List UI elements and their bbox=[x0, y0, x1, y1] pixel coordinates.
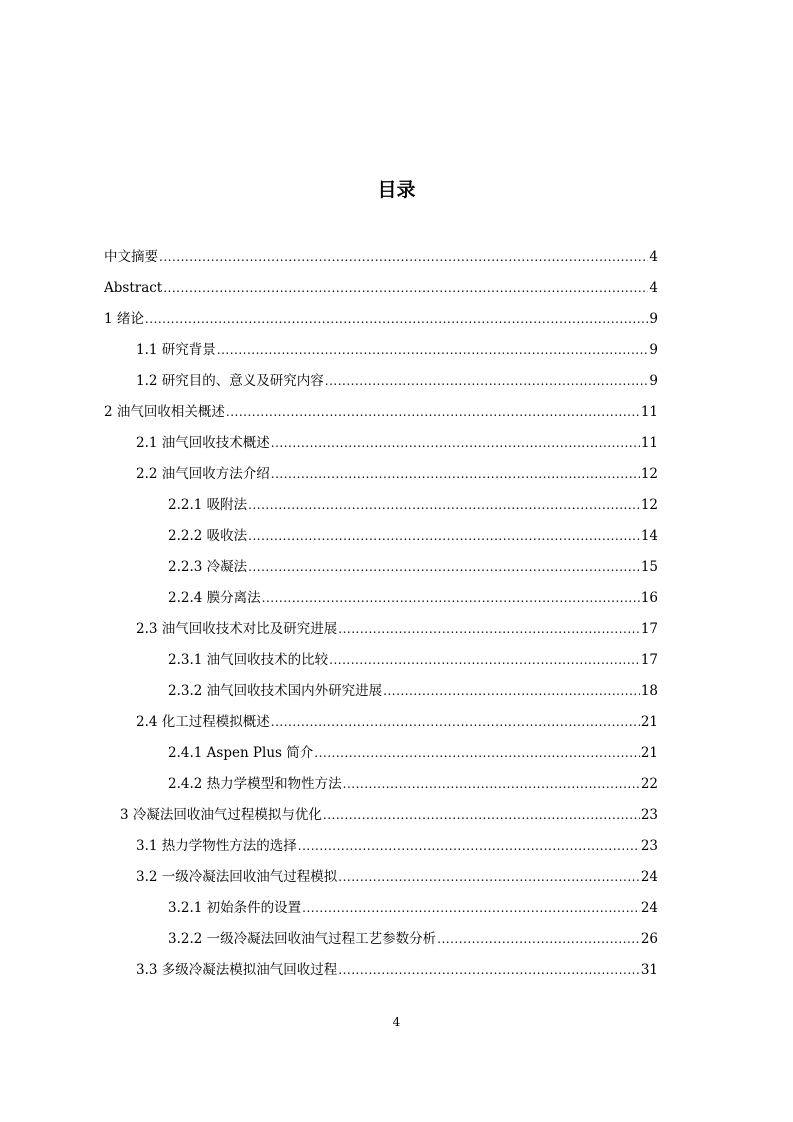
toc-entry-text: 中文摘要 bbox=[104, 249, 158, 265]
toc-entry-page: 9 bbox=[649, 342, 658, 358]
toc-entry[interactable] bbox=[168, 773, 658, 795]
toc-entry-text: 2.4.2 热力学模型和物性方法 bbox=[168, 776, 342, 792]
toc-entry-page: 12 bbox=[640, 466, 658, 482]
toc-entry-text: 3.2 一级冷凝法回收油气过程模拟 bbox=[136, 869, 338, 885]
toc-entry-page: 16 bbox=[640, 590, 658, 606]
toc-entry[interactable] bbox=[168, 556, 658, 578]
toc-entry-text: 2.1 油气回收技术概述 bbox=[136, 435, 270, 451]
toc-entry[interactable] bbox=[104, 246, 658, 268]
toc-entry[interactable] bbox=[136, 463, 658, 485]
toc-entry[interactable] bbox=[168, 494, 658, 516]
toc-entry-page: 31 bbox=[640, 962, 658, 978]
toc-leader-dots bbox=[226, 401, 640, 423]
toc-entry-page: 24 bbox=[640, 900, 658, 916]
toc-entry-text: 2.2.4 膜分离法 bbox=[168, 590, 261, 606]
toc-leader-dots bbox=[325, 370, 649, 392]
toc-leader-dots bbox=[248, 525, 640, 547]
toc-entry[interactable] bbox=[136, 959, 658, 981]
toc-entry-text: 2.4.1 Aspen Plus 简介 bbox=[168, 745, 314, 761]
toc-leader-dots bbox=[329, 649, 640, 671]
toc-leader-dots bbox=[271, 432, 640, 454]
toc-entry[interactable] bbox=[136, 339, 658, 361]
toc-leader-dots bbox=[338, 618, 640, 640]
toc-leader-dots bbox=[248, 494, 640, 516]
toc-entry-page: 21 bbox=[640, 714, 658, 730]
toc-title: 目录 bbox=[377, 179, 416, 201]
toc-leader-dots bbox=[271, 463, 640, 485]
toc-entry-page: 4 bbox=[649, 280, 658, 296]
toc-entry-page: 9 bbox=[649, 311, 658, 327]
toc-leader-dots bbox=[145, 308, 649, 330]
toc-entry-page: 24 bbox=[640, 869, 658, 885]
toc-entry-text: 3.2.1 初始条件的设置 bbox=[168, 900, 302, 916]
toc-leader-dots bbox=[262, 587, 640, 609]
toc-leader-dots bbox=[383, 680, 640, 702]
toc-entry-text: 2.4 化工过程模拟概述 bbox=[136, 714, 270, 730]
toc-entry-page: 22 bbox=[640, 776, 658, 792]
toc-entry[interactable] bbox=[168, 742, 658, 764]
toc-entry-text: 3.1 热力学物性方法的选择 bbox=[136, 838, 297, 854]
toc-entry[interactable] bbox=[136, 866, 658, 888]
toc-entry-text: 2.2.3 冷凝法 bbox=[168, 559, 248, 575]
toc-entry-text: 3.3 多级冷凝法模拟油气回收过程 bbox=[136, 962, 338, 978]
toc-entry-text: 2.2 油气回收方法介绍 bbox=[136, 466, 270, 482]
toc-entry-page: 23 bbox=[640, 807, 658, 823]
toc-entry-page: 17 bbox=[640, 621, 658, 637]
toc-entry[interactable] bbox=[136, 618, 658, 640]
toc-entry[interactable] bbox=[168, 587, 658, 609]
toc-entry[interactable] bbox=[136, 432, 658, 454]
toc-leader-dots bbox=[302, 897, 640, 919]
toc-entry-text: 2 油气回收相关概述 bbox=[104, 404, 225, 420]
toc-entry-page: 14 bbox=[640, 528, 658, 544]
toc-entry[interactable] bbox=[120, 804, 658, 826]
toc-entry[interactable] bbox=[168, 649, 658, 671]
toc-leader-dots bbox=[163, 277, 648, 299]
toc-entry-text: 3 冷凝法回收油气过程模拟与优化 bbox=[120, 807, 322, 823]
toc-entry-page: 11 bbox=[640, 404, 658, 420]
toc-entry[interactable] bbox=[168, 525, 658, 547]
toc-entry[interactable] bbox=[136, 370, 658, 392]
toc-entry-text: 2.2.1 吸附法 bbox=[168, 497, 248, 513]
toc-entry-text: 3.2.2 一级冷凝法回收油气过程工艺参数分析 bbox=[168, 931, 437, 947]
toc-leader-dots bbox=[343, 773, 640, 795]
toc-entry[interactable] bbox=[168, 897, 658, 919]
toc-leader-dots bbox=[338, 866, 640, 888]
toc-entry-text: 2.3.2 油气回收技术国内外研究进展 bbox=[168, 683, 383, 699]
toc-entry-page: 9 bbox=[649, 373, 658, 389]
toc-entry[interactable] bbox=[168, 928, 658, 950]
toc-entry-text: 2.3.1 油气回收技术的比较 bbox=[168, 652, 329, 668]
toc-leader-dots bbox=[159, 246, 648, 268]
toc-entry-page: 4 bbox=[649, 249, 658, 265]
toc-entry[interactable] bbox=[104, 308, 658, 330]
toc-entry[interactable] bbox=[136, 835, 658, 857]
toc-leader-dots bbox=[314, 742, 640, 764]
toc-entry[interactable] bbox=[136, 711, 658, 733]
toc-entry-page: 21 bbox=[640, 745, 658, 761]
page-number: 4 bbox=[392, 1015, 401, 1029]
toc-entry-text: 1.1 研究背景 bbox=[136, 342, 216, 358]
toc-leader-dots bbox=[338, 959, 640, 981]
toc-leader-dots bbox=[248, 556, 640, 578]
toc-leader-dots bbox=[217, 339, 649, 361]
toc-entry[interactable] bbox=[104, 401, 658, 423]
toc-leader-dots bbox=[298, 835, 640, 857]
toc-entry-text: 1 绪论 bbox=[104, 311, 144, 327]
toc-leader-dots bbox=[271, 711, 640, 733]
toc-entry-text: 1.2 研究目的、意义及研究内容 bbox=[136, 373, 324, 389]
toc-leader-dots bbox=[437, 928, 640, 950]
toc-entry-text: 2.2.2 吸收法 bbox=[168, 528, 248, 544]
toc-entry-page: 11 bbox=[640, 435, 658, 451]
toc-entry-page: 26 bbox=[640, 931, 658, 947]
toc-entry-page: 12 bbox=[640, 497, 658, 513]
toc-entry[interactable] bbox=[168, 680, 658, 702]
toc-entry-text: 2.3 油气回收技术对比及研究进展 bbox=[136, 621, 338, 637]
toc-entry-page: 17 bbox=[640, 652, 658, 668]
toc-entry-page: 15 bbox=[640, 559, 658, 575]
toc-entry-text: Abstract bbox=[104, 280, 163, 296]
toc-entry[interactable] bbox=[104, 277, 658, 299]
toc-entry-page: 18 bbox=[640, 683, 658, 699]
toc-leader-dots bbox=[323, 804, 640, 826]
toc-entry-page: 23 bbox=[640, 838, 658, 854]
